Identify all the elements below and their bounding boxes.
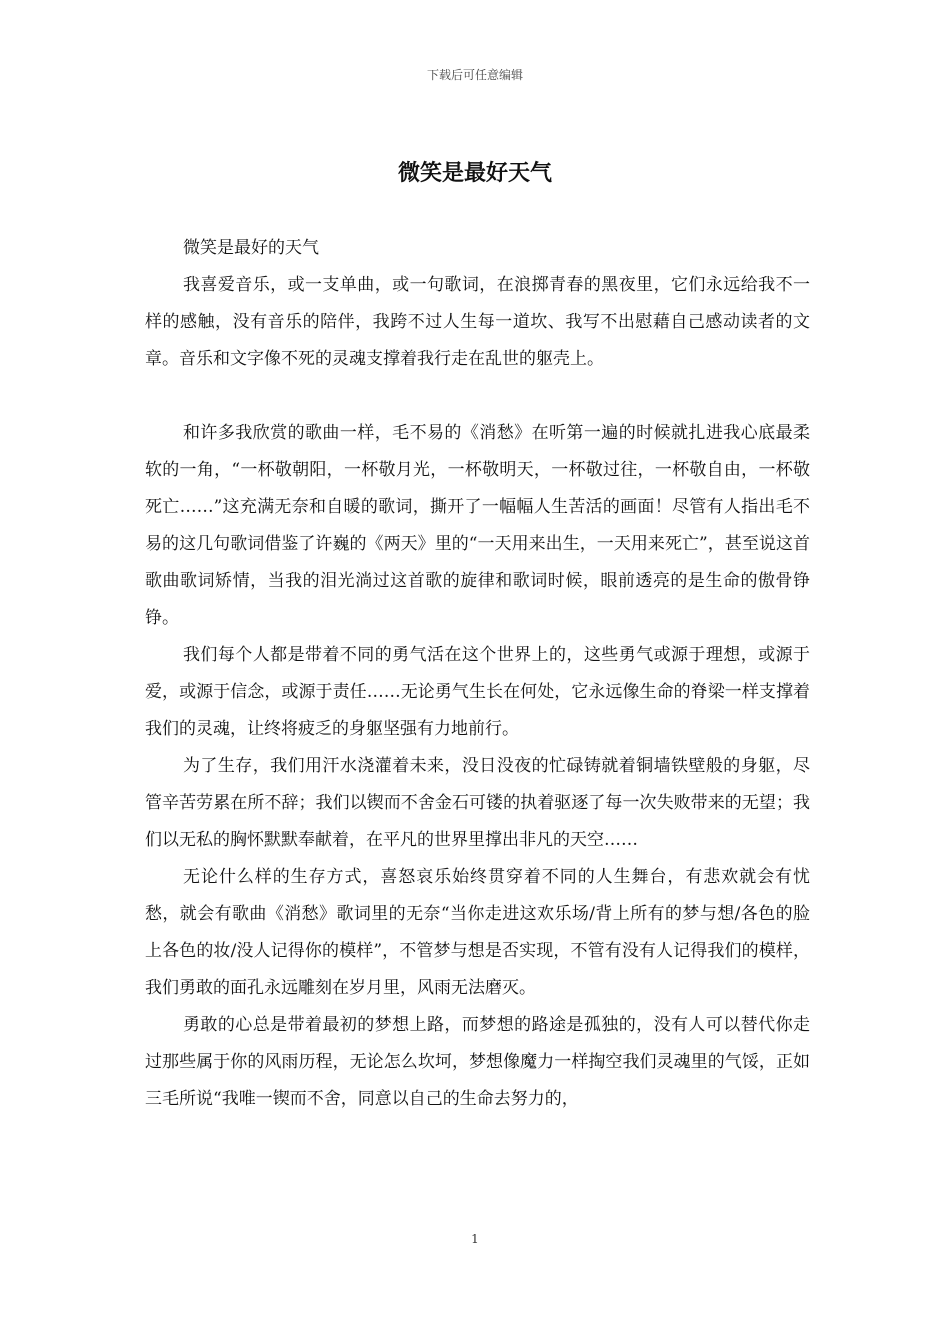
paragraph: 我们每个人都是带着不同的勇气活在这个世界上的，这些勇气或源于理想，或源于爱，或源于信念，或源于责任……无论勇气生长在何处，它永远像生命的脊梁一样支撑着我们的灵魂，让终将疲乏的身躯坚强有力地前行。 bbox=[145, 645, 810, 739]
paragraph: 和许多我欣赏的歌曲一样，毛不易的《消愁》在听第一遍的时候就扎进我心底最柔软的一角，“一杯敬朝阳，一杯敬月光，一杯敬明天，一杯敬过往，一杯敬自由，一杯敬死亡……”这充满无奈和自暖的歌词，撕开了一幅幅人生苦活的画面！尽管有人指出毛不易的这几句歌词借鉴了许巍的《两天》里的“一天用来出生，一天用来死亡”，甚至说这首歌曲歌词矫情，当我的泪光淌过这首歌的旋律和歌词时候，眼前透亮的是生命的傲骨铮铮。 bbox=[145, 423, 810, 628]
page-header: 下载后可任意编辑 bbox=[426, 68, 523, 82]
paragraph: 我喜爱音乐，或一支单曲，或一句歌词，在浪掷青春的黑夜里，它们永远给我不一样的感触，没有音乐的陪伴，我跨不过人生每一道坎、我写不出慰藉自己感动读者的文章。音乐和文字像不死的灵魂支撑着我行走在乱世的躯壳上。 bbox=[145, 275, 810, 369]
paragraph-subtitle: 微笑是最好的天气 bbox=[183, 238, 319, 258]
paragraph: 勇敢的心总是带着最初的梦想上路，而梦想的路途是孤独的，没有人可以替代你走过那些属于你的风雨历程，无论怎么坎坷，梦想像魔力一样掏空我们灵魂里的气馁，正如三毛所说“我唯一锲而不舍，同意以自己的生命去努力的， bbox=[145, 1015, 810, 1109]
paragraph: 为了生存，我们用汗水浇灌着未来，没日没夜的忙碌铸就着铜墙铁壁般的身躯，尽管辛苦劳累在所不辞；我们以锲而不舍金石可镂的执着驱逐了每一次失败带来的无望；我们以无私的胸怀默默奉献着，在平凡的世界里撑出非凡的天空…… bbox=[145, 756, 810, 850]
page-number: 1 bbox=[471, 1232, 479, 1246]
paragraph-spacer bbox=[145, 378, 810, 415]
paragraph: 无论什么样的生存方式，喜怒哀乐始终贯穿着不同的人生舞台，有悲欢就会有忧愁，就会有歌曲《消愁》歌词里的无奈“当你走进这欢乐场/背上所有的梦与想/各色的脸上各色的妆/没人记得你的模样”，不管梦与想是否实现，不管有没有人记得我们的模样，我们勇敢的面孔永远雕刻在岁月里，风雨无法磨灭。 bbox=[145, 867, 810, 998]
document-title: 微笑是最好天气 bbox=[397, 160, 552, 186]
document-body bbox=[145, 230, 810, 1118]
